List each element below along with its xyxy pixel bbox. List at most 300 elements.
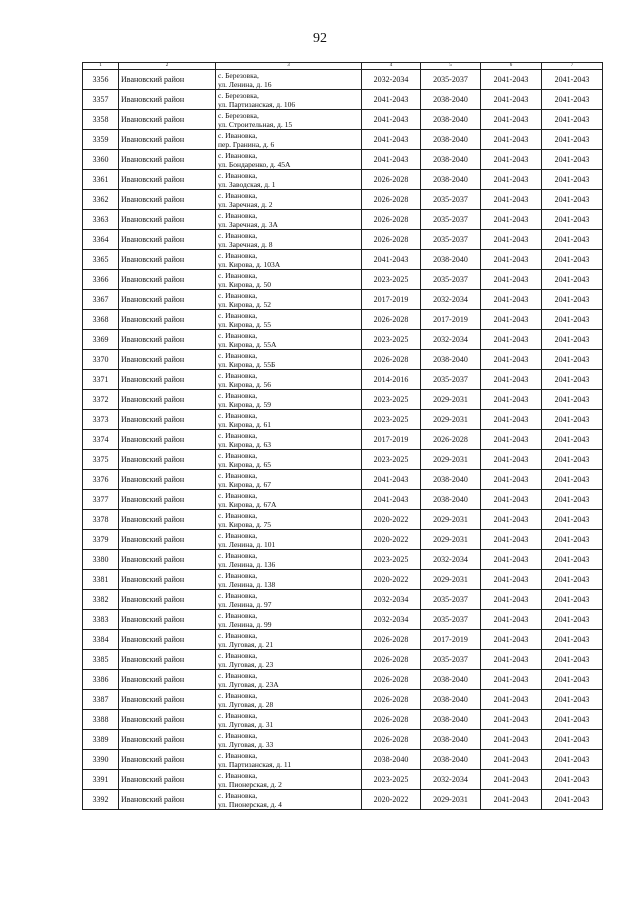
table-row — [83, 750, 603, 770]
period-cell: 2041-2043 — [481, 250, 542, 270]
address-settlement: с. Ивановка, — [218, 210, 258, 220]
table-row — [83, 470, 603, 490]
address-street: ул. Ленина, д. 136 — [218, 559, 276, 569]
table-row — [83, 230, 603, 250]
address-street: ул. Кирова, д. 52 — [218, 299, 272, 309]
address-cell — [216, 370, 362, 390]
column-header: 5 — [421, 63, 481, 70]
address-street: ул. Кирова, д. 55 — [218, 319, 272, 329]
period-cell: 2038-2040 — [421, 110, 481, 130]
district-name: Ивановский район — [119, 430, 216, 450]
district-name: Ивановский район — [119, 110, 216, 130]
table-row — [83, 370, 603, 390]
address-cell — [216, 730, 362, 750]
period-cell: 2041-2043 — [542, 330, 603, 350]
table-row — [83, 510, 603, 530]
period-cell: 2038-2040 — [421, 490, 481, 510]
address-street: ул. Кирова, д. 55Б — [218, 359, 276, 369]
page-number: 92 — [313, 31, 327, 46]
record-number: 3378 — [83, 510, 119, 530]
address-street: ул. Луговая, д. 33 — [218, 739, 274, 749]
period-cell: 2026-2028 — [362, 190, 421, 210]
address-street: ул. Кирова, д. 61 — [218, 419, 272, 429]
table-row — [83, 210, 603, 230]
period-cell: 2023-2025 — [362, 410, 421, 430]
period-cell: 2038-2040 — [421, 170, 481, 190]
period-cell: 2041-2043 — [481, 610, 542, 630]
address-street: ул. Кирова, д. 63 — [218, 439, 272, 449]
table-row — [83, 610, 603, 630]
period-cell: 2038-2040 — [421, 150, 481, 170]
period-cell: 2020-2022 — [362, 790, 421, 810]
period-cell: 2029-2031 — [421, 790, 481, 810]
record-number: 3370 — [83, 350, 119, 370]
period-cell: 2038-2040 — [421, 730, 481, 750]
table-row — [83, 270, 603, 290]
period-cell: 2041-2043 — [542, 130, 603, 150]
table-row — [83, 630, 603, 650]
period-cell: 2041-2043 — [481, 430, 542, 450]
address-street: ул. Партизанская, д. 106 — [218, 99, 296, 109]
record-number: 3359 — [83, 130, 119, 150]
period-cell: 2041-2043 — [481, 150, 542, 170]
address-street: пер. Гранина, д. 6 — [218, 139, 275, 149]
address-cell — [216, 70, 362, 90]
period-cell: 2035-2037 — [421, 210, 481, 230]
address-street: ул. Кирова, д. 75 — [218, 519, 272, 529]
district-name: Ивановский район — [119, 550, 216, 570]
period-cell: 2026-2028 — [362, 350, 421, 370]
district-name: Ивановский район — [119, 250, 216, 270]
period-cell: 2032-2034 — [421, 770, 481, 790]
period-cell: 2029-2031 — [421, 510, 481, 530]
period-cell: 2014-2016 — [362, 370, 421, 390]
address-settlement: с. Березовка, — [218, 70, 259, 80]
period-cell: 2032-2034 — [362, 70, 421, 90]
period-cell: 2029-2031 — [421, 390, 481, 410]
period-cell: 2041-2043 — [542, 370, 603, 390]
period-cell: 2041-2043 — [542, 790, 603, 810]
record-number: 3391 — [83, 770, 119, 790]
address-cell — [216, 530, 362, 550]
address-street: ул. Луговая, д. 23 — [218, 659, 274, 669]
period-cell: 2038-2040 — [421, 350, 481, 370]
record-number: 3361 — [83, 170, 119, 190]
period-cell: 2041-2043 — [542, 450, 603, 470]
period-cell: 2023-2025 — [362, 550, 421, 570]
period-cell: 2041-2043 — [542, 70, 603, 90]
period-cell: 2026-2028 — [362, 210, 421, 230]
period-cell: 2017-2019 — [421, 310, 481, 330]
period-cell: 2041-2043 — [362, 470, 421, 490]
address-settlement: с. Березовка, — [218, 90, 259, 100]
table-row — [83, 170, 603, 190]
address-settlement: с. Ивановка, — [218, 410, 258, 420]
address-settlement: с. Ивановка, — [218, 550, 258, 560]
address-street: ул. Ленина, д. 138 — [218, 579, 276, 589]
housing-register-table — [82, 62, 603, 810]
record-number: 3360 — [83, 150, 119, 170]
record-number: 3366 — [83, 270, 119, 290]
table-row — [83, 770, 603, 790]
address-settlement: с. Ивановка, — [218, 790, 258, 800]
period-cell: 2038-2040 — [421, 470, 481, 490]
period-cell: 2032-2034 — [362, 610, 421, 630]
period-cell: 2026-2028 — [362, 650, 421, 670]
address-settlement: с. Ивановка, — [218, 670, 258, 680]
address-street: ул. Кирова, д. 50 — [218, 279, 272, 289]
table-row — [83, 550, 603, 570]
period-cell: 2032-2034 — [421, 550, 481, 570]
period-cell: 2041-2043 — [362, 130, 421, 150]
period-cell: 2035-2037 — [421, 70, 481, 90]
address-cell — [216, 490, 362, 510]
period-cell: 2041-2043 — [542, 150, 603, 170]
period-cell: 2035-2037 — [421, 650, 481, 670]
address-cell — [216, 330, 362, 350]
period-cell: 2041-2043 — [542, 510, 603, 530]
address-settlement: с. Ивановка, — [218, 330, 258, 340]
record-number: 3374 — [83, 430, 119, 450]
period-cell: 2041-2043 — [542, 630, 603, 650]
address-cell — [216, 250, 362, 270]
period-cell: 2023-2025 — [362, 270, 421, 290]
district-name: Ивановский район — [119, 310, 216, 330]
period-cell: 2041-2043 — [542, 210, 603, 230]
period-cell: 2017-2019 — [362, 290, 421, 310]
period-cell: 2038-2040 — [421, 670, 481, 690]
address-street: ул. Ленина, д. 101 — [218, 539, 276, 549]
address-cell — [216, 270, 362, 290]
district-name: Ивановский район — [119, 130, 216, 150]
period-cell: 2020-2022 — [362, 510, 421, 530]
address-street: ул. Пионерская, д. 4 — [218, 799, 282, 809]
period-cell: 2041-2043 — [542, 190, 603, 210]
address-cell — [216, 230, 362, 250]
period-cell: 2041-2043 — [481, 210, 542, 230]
address-street: ул. Кирова, д. 59 — [218, 399, 272, 409]
period-cell: 2023-2025 — [362, 450, 421, 470]
record-number: 3390 — [83, 750, 119, 770]
address-cell — [216, 770, 362, 790]
period-cell: 2041-2043 — [542, 310, 603, 330]
address-settlement: с. Ивановка, — [218, 390, 258, 400]
table-row — [83, 130, 603, 150]
district-name: Ивановский район — [119, 630, 216, 650]
period-cell: 2041-2043 — [542, 270, 603, 290]
address-cell — [216, 410, 362, 430]
column-number-row — [83, 63, 603, 70]
district-name: Ивановский район — [119, 710, 216, 730]
period-cell: 2041-2043 — [481, 710, 542, 730]
period-cell: 2035-2037 — [421, 230, 481, 250]
address-cell — [216, 450, 362, 470]
period-cell: 2041-2043 — [481, 390, 542, 410]
address-cell — [216, 630, 362, 650]
period-cell: 2041-2043 — [542, 590, 603, 610]
district-name: Ивановский район — [119, 150, 216, 170]
period-cell: 2041-2043 — [481, 230, 542, 250]
period-cell: 2032-2034 — [421, 290, 481, 310]
table-row — [83, 350, 603, 370]
record-number: 3358 — [83, 110, 119, 130]
table-row — [83, 530, 603, 550]
record-number: 3367 — [83, 290, 119, 310]
address-street: ул. Кирова, д. 67 — [218, 479, 272, 489]
period-cell: 2041-2043 — [542, 530, 603, 550]
period-cell: 2041-2043 — [481, 470, 542, 490]
table-row — [83, 410, 603, 430]
period-cell: 2041-2043 — [542, 750, 603, 770]
address-street: ул. Заречная, д. 3А — [218, 219, 278, 229]
address-settlement: с. Ивановка, — [218, 770, 258, 780]
address-cell — [216, 690, 362, 710]
record-number: 3364 — [83, 230, 119, 250]
district-name: Ивановский район — [119, 450, 216, 470]
period-cell: 2026-2028 — [362, 170, 421, 190]
period-cell: 2041-2043 — [481, 750, 542, 770]
address-street: ул. Кирова, д. 103А — [218, 259, 281, 269]
record-number: 3386 — [83, 670, 119, 690]
table-row — [83, 650, 603, 670]
address-settlement: с. Ивановка, — [218, 510, 258, 520]
district-name: Ивановский район — [119, 650, 216, 670]
period-cell: 2041-2043 — [481, 450, 542, 470]
table-row — [83, 670, 603, 690]
record-number: 3373 — [83, 410, 119, 430]
address-cell — [216, 670, 362, 690]
table-row — [83, 330, 603, 350]
address-street: ул. Ленина, д. 97 — [218, 599, 272, 609]
record-number: 3369 — [83, 330, 119, 350]
period-cell: 2041-2043 — [542, 170, 603, 190]
address-street: ул. Кирова, д. 65 — [218, 459, 272, 469]
district-name: Ивановский район — [119, 690, 216, 710]
district-name: Ивановский район — [119, 790, 216, 810]
record-number: 3380 — [83, 550, 119, 570]
address-settlement: с. Ивановка, — [218, 290, 258, 300]
period-cell: 2041-2043 — [542, 650, 603, 670]
address-settlement: с. Ивановка, — [218, 730, 258, 740]
address-street: ул. Ленина, д. 99 — [218, 619, 272, 629]
district-name: Ивановский район — [119, 530, 216, 550]
period-cell: 2032-2034 — [421, 330, 481, 350]
period-cell: 2041-2043 — [481, 490, 542, 510]
district-name: Ивановский район — [119, 330, 216, 350]
period-cell: 2041-2043 — [362, 110, 421, 130]
period-cell: 2035-2037 — [421, 190, 481, 210]
period-cell: 2023-2025 — [362, 330, 421, 350]
district-name: Ивановский район — [119, 70, 216, 90]
period-cell: 2026-2028 — [362, 710, 421, 730]
address-street: ул. Заречная, д. 8 — [218, 239, 273, 249]
period-cell: 2041-2043 — [542, 410, 603, 430]
address-cell — [216, 750, 362, 770]
table-row — [83, 570, 603, 590]
record-number: 3385 — [83, 650, 119, 670]
address-settlement: с. Ивановка, — [218, 710, 258, 720]
address-cell — [216, 790, 362, 810]
record-number: 3382 — [83, 590, 119, 610]
address-cell — [216, 650, 362, 670]
table-row — [83, 590, 603, 610]
period-cell: 2041-2043 — [362, 250, 421, 270]
address-cell — [216, 350, 362, 370]
address-street: ул. Кирова, д. 55А — [218, 339, 277, 349]
district-name: Ивановский район — [119, 670, 216, 690]
address-cell — [216, 290, 362, 310]
period-cell: 2035-2037 — [421, 270, 481, 290]
address-street: ул. Луговая, д. 23А — [218, 679, 279, 689]
period-cell: 2041-2043 — [481, 90, 542, 110]
period-cell: 2035-2037 — [421, 370, 481, 390]
period-cell: 2041-2043 — [481, 570, 542, 590]
address-settlement: с. Ивановка, — [218, 270, 258, 280]
address-street: ул. Луговая, д. 31 — [218, 719, 274, 729]
period-cell: 2041-2043 — [542, 250, 603, 270]
period-cell: 2041-2043 — [481, 110, 542, 130]
district-name: Ивановский район — [119, 490, 216, 510]
table-row — [83, 450, 603, 470]
period-cell: 2029-2031 — [421, 530, 481, 550]
address-settlement: с. Ивановка, — [218, 650, 258, 660]
district-name: Ивановский район — [119, 410, 216, 430]
period-cell: 2026-2028 — [421, 430, 481, 450]
address-cell — [216, 110, 362, 130]
address-street: ул. Партизанская, д. 11 — [218, 759, 292, 769]
record-number: 3387 — [83, 690, 119, 710]
column-header: 1 — [83, 63, 119, 70]
address-street: ул. Строительная, д. 15 — [218, 119, 293, 129]
table-row — [83, 710, 603, 730]
address-street: ул. Кирова, д. 67А — [218, 499, 277, 509]
period-cell: 2041-2043 — [481, 670, 542, 690]
address-settlement: с. Ивановка, — [218, 690, 258, 700]
address-settlement: с. Ивановка, — [218, 610, 258, 620]
address-settlement: с. Ивановка, — [218, 430, 258, 440]
period-cell: 2035-2037 — [421, 590, 481, 610]
period-cell: 2041-2043 — [481, 330, 542, 350]
address-cell — [216, 90, 362, 110]
period-cell: 2041-2043 — [481, 350, 542, 370]
period-cell: 2041-2043 — [481, 510, 542, 530]
address-cell — [216, 610, 362, 630]
period-cell: 2038-2040 — [421, 750, 481, 770]
period-cell: 2041-2043 — [542, 90, 603, 110]
table-row — [83, 110, 603, 130]
address-cell — [216, 310, 362, 330]
period-cell: 2017-2019 — [421, 630, 481, 650]
period-cell: 2041-2043 — [542, 670, 603, 690]
table-row — [83, 310, 603, 330]
period-cell: 2041-2043 — [542, 390, 603, 410]
address-street: ул. Кирова, д. 56 — [218, 379, 272, 389]
record-number: 3371 — [83, 370, 119, 390]
period-cell: 2041-2043 — [481, 550, 542, 570]
record-number: 3381 — [83, 570, 119, 590]
record-number: 3362 — [83, 190, 119, 210]
address-cell — [216, 390, 362, 410]
period-cell: 2041-2043 — [542, 550, 603, 570]
table-row — [83, 70, 603, 90]
period-cell: 2029-2031 — [421, 410, 481, 430]
address-street: ул. Заводская, д. 1 — [218, 179, 276, 189]
district-name: Ивановский район — [119, 390, 216, 410]
address-street: ул. Ленина, д. 16 — [218, 79, 272, 89]
address-settlement: с. Ивановка, — [218, 130, 258, 140]
district-name: Ивановский район — [119, 510, 216, 530]
period-cell: 2041-2043 — [481, 310, 542, 330]
address-cell — [216, 430, 362, 450]
period-cell: 2026-2028 — [362, 690, 421, 710]
period-cell: 2041-2043 — [542, 230, 603, 250]
table-body — [83, 70, 603, 810]
period-cell: 2041-2043 — [542, 290, 603, 310]
address-street: ул. Заречная, д. 2 — [218, 199, 273, 209]
district-name: Ивановский район — [119, 610, 216, 630]
period-cell: 2026-2028 — [362, 630, 421, 650]
address-cell — [216, 510, 362, 530]
period-cell: 2041-2043 — [362, 150, 421, 170]
address-cell — [216, 550, 362, 570]
address-settlement: с. Ивановка, — [218, 310, 258, 320]
column-header: 4 — [362, 63, 421, 70]
period-cell: 2038-2040 — [421, 690, 481, 710]
period-cell: 2041-2043 — [481, 170, 542, 190]
table-row — [83, 490, 603, 510]
district-name: Ивановский район — [119, 590, 216, 610]
address-cell — [216, 470, 362, 490]
address-settlement: с. Ивановка, — [218, 450, 258, 460]
address-cell — [216, 710, 362, 730]
district-name: Ивановский район — [119, 570, 216, 590]
period-cell: 2041-2043 — [481, 70, 542, 90]
address-cell — [216, 590, 362, 610]
period-cell: 2041-2043 — [481, 370, 542, 390]
period-cell: 2041-2043 — [542, 570, 603, 590]
address-cell — [216, 210, 362, 230]
period-cell: 2041-2043 — [481, 130, 542, 150]
table-row — [83, 790, 603, 810]
period-cell: 2017-2019 — [362, 430, 421, 450]
period-cell: 2041-2043 — [481, 410, 542, 430]
record-number: 3388 — [83, 710, 119, 730]
district-name: Ивановский район — [119, 370, 216, 390]
table-row — [83, 730, 603, 750]
table-row — [83, 430, 603, 450]
period-cell: 2038-2040 — [421, 250, 481, 270]
period-cell: 2038-2040 — [362, 750, 421, 770]
period-cell: 2041-2043 — [481, 270, 542, 290]
period-cell: 2041-2043 — [481, 630, 542, 650]
period-cell: 2041-2043 — [542, 350, 603, 370]
address-settlement: с. Ивановка, — [218, 530, 258, 540]
address-cell — [216, 570, 362, 590]
record-number: 3365 — [83, 250, 119, 270]
period-cell: 2041-2043 — [542, 490, 603, 510]
address-settlement: с. Ивановка, — [218, 170, 258, 180]
period-cell: 2041-2043 — [481, 190, 542, 210]
district-name: Ивановский район — [119, 190, 216, 210]
period-cell: 2029-2031 — [421, 570, 481, 590]
period-cell: 2041-2043 — [542, 710, 603, 730]
address-street: ул. Бондаренко, д. 45А — [218, 159, 291, 169]
table-row — [83, 90, 603, 110]
record-number: 3376 — [83, 470, 119, 490]
period-cell: 2041-2043 — [542, 430, 603, 450]
table-row — [83, 190, 603, 210]
period-cell: 2038-2040 — [421, 710, 481, 730]
